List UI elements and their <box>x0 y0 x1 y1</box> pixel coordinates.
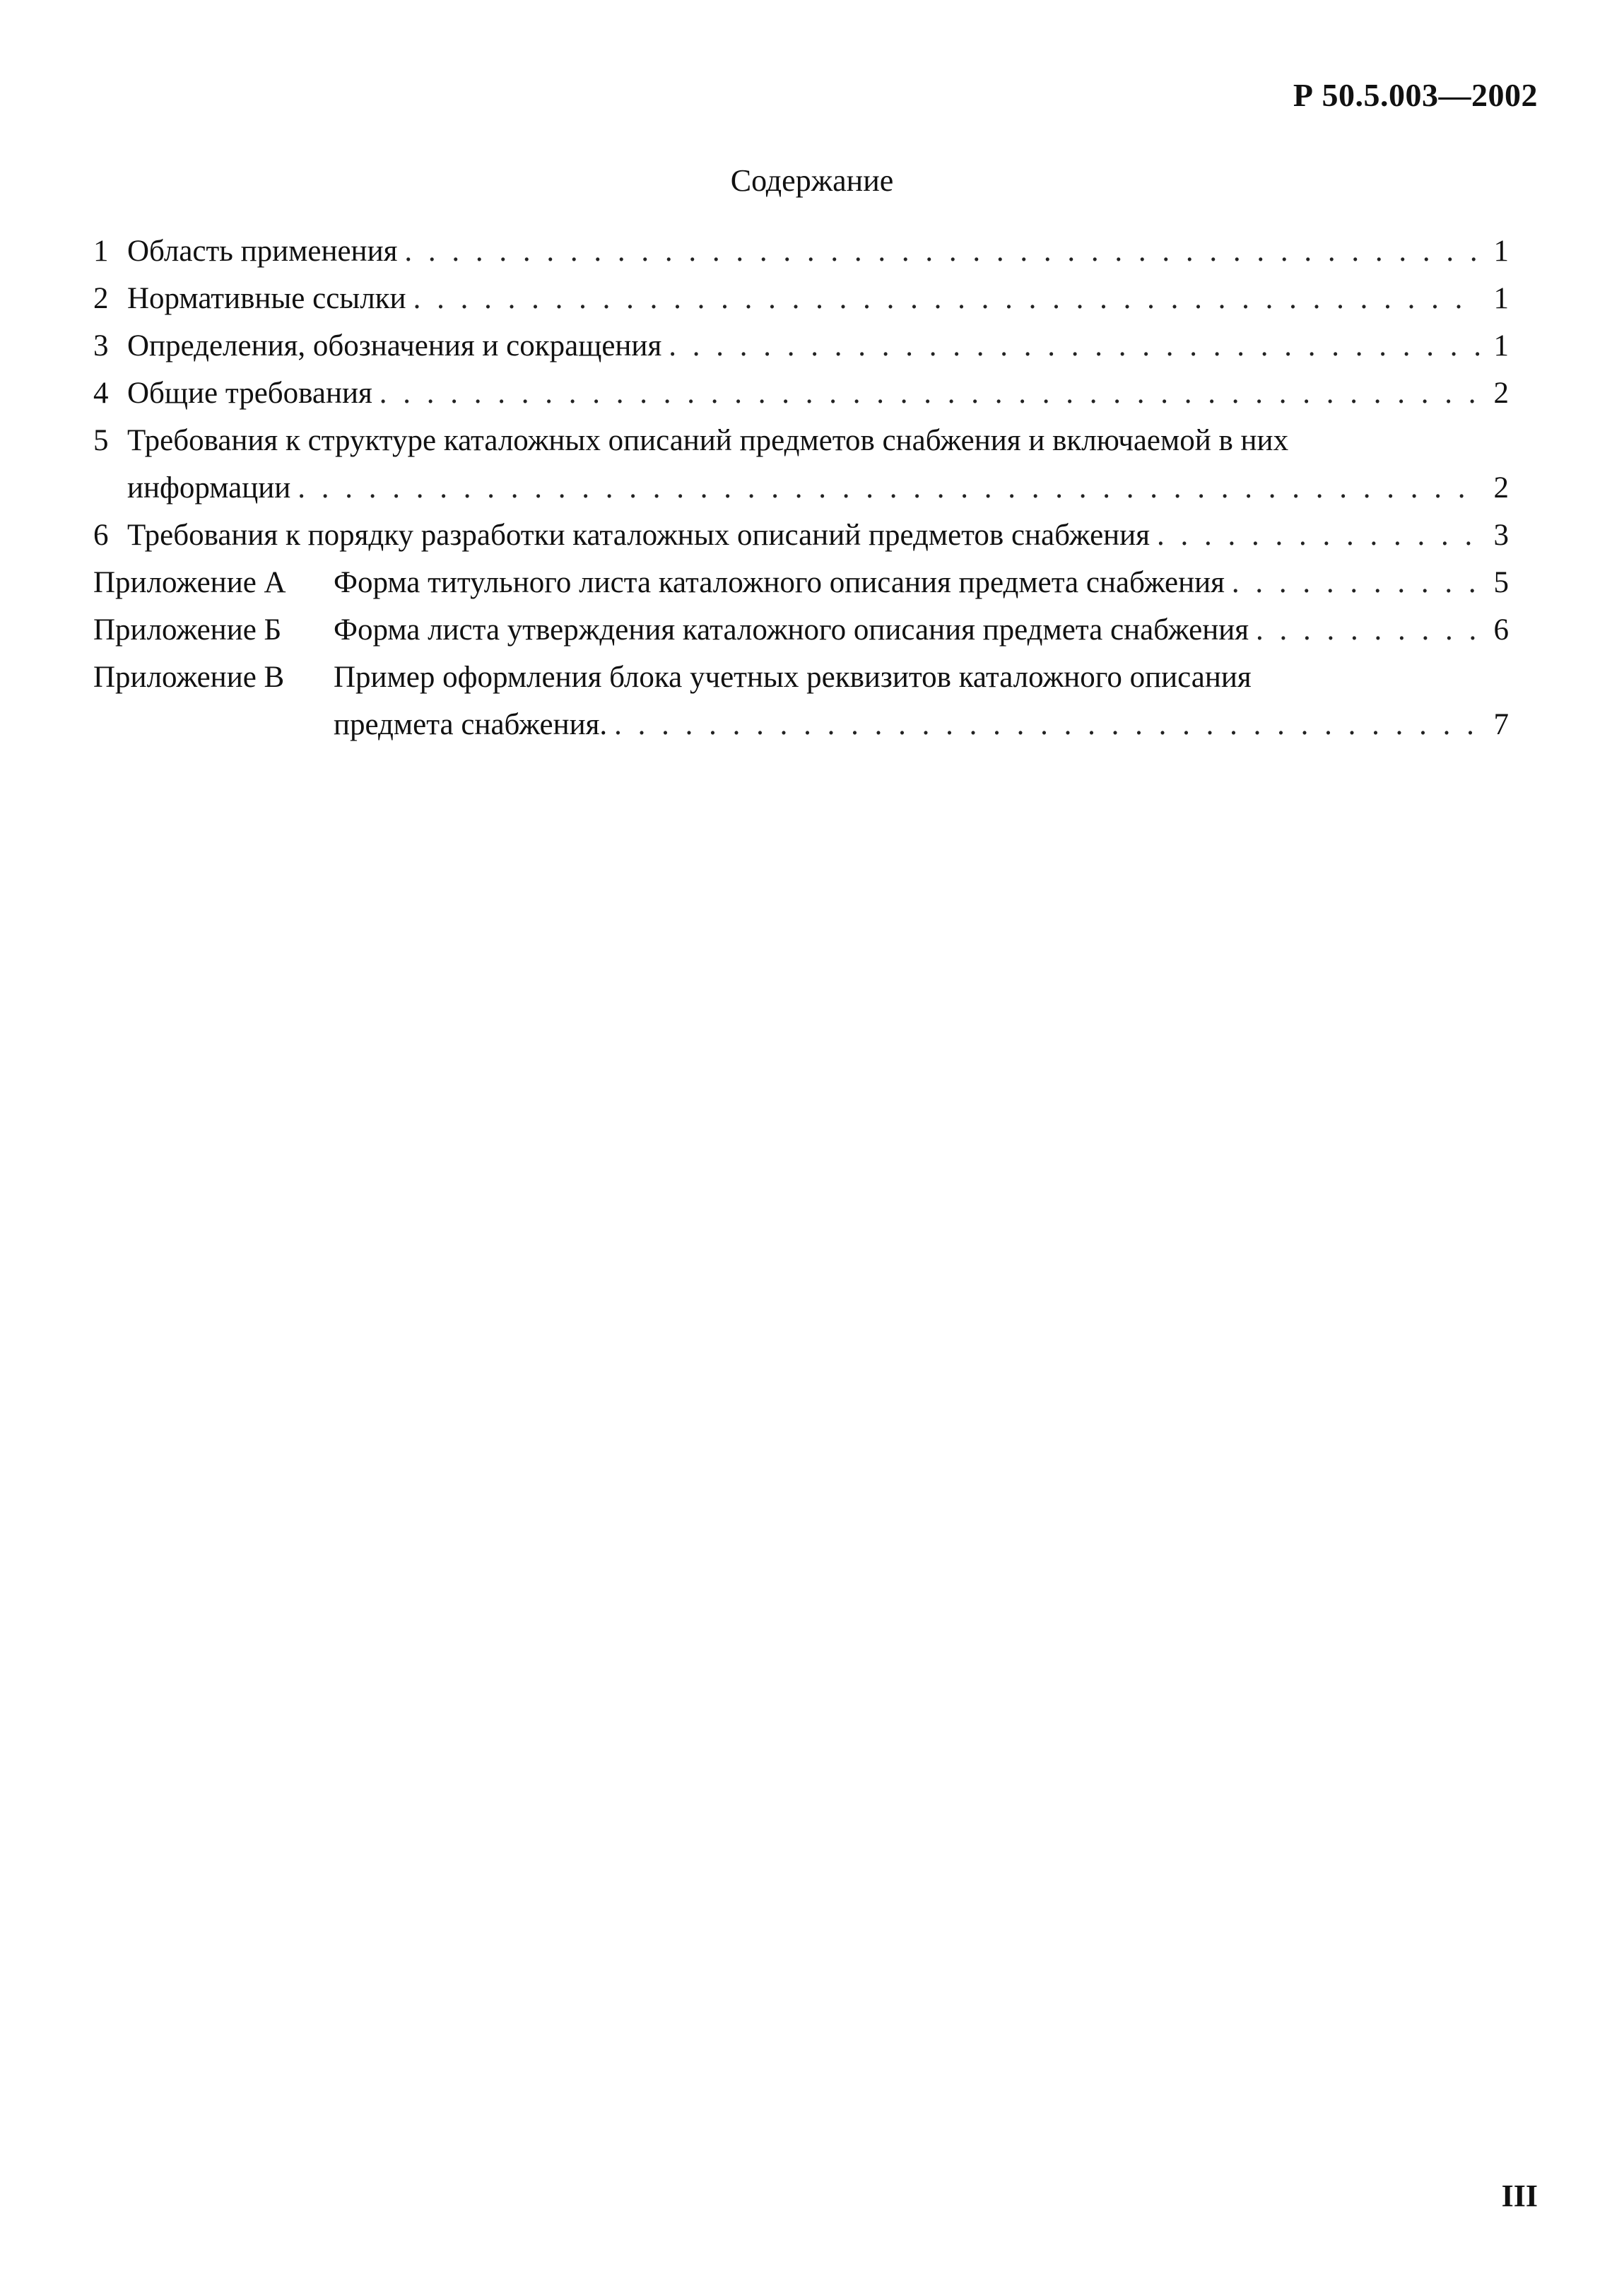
toc-entry-page: 1 <box>1493 282 1509 315</box>
toc-entry[interactable] <box>93 275 1509 322</box>
toc-leader-dots <box>298 464 1481 512</box>
toc-appendix-label: Приложение В <box>93 661 285 694</box>
toc-entry[interactable] <box>93 322 1509 370</box>
toc-appendix-label: Приложение А <box>93 566 286 599</box>
toc-leader-dots <box>379 370 1481 417</box>
toc-entry-title: Область применения <box>127 235 398 268</box>
toc-appendix-title-continued: предмета снабжения. <box>334 708 608 741</box>
table-of-contents <box>93 228 1509 748</box>
toc-leader-dots <box>669 322 1481 370</box>
toc-entry-title: Требования к порядку разработки каталожных описаний предметов снабжения <box>127 519 1150 552</box>
toc-appendix-title: Форма титульного листа каталожного описания предмета снабжения <box>334 566 1225 599</box>
toc-leader-dots <box>1256 606 1481 654</box>
toc-leader-dots <box>1232 559 1481 606</box>
toc-appendix-label: Приложение Б <box>93 613 282 647</box>
toc-leader-dots <box>1157 512 1481 559</box>
toc-appendix-title: Форма листа утверждения каталожного описания предмета снабжения <box>334 613 1249 647</box>
toc-entry-page: 3 <box>1493 519 1509 552</box>
toc-entry-number: 3 <box>93 329 109 363</box>
toc-entry-page: 2 <box>1493 377 1509 410</box>
toc-entry[interactable] <box>93 370 1509 417</box>
toc-entry-title: Нормативные ссылки <box>127 282 406 315</box>
toc-title: Содержание <box>730 163 894 198</box>
toc-appendix-entry[interactable] <box>93 606 1509 654</box>
toc-entry-number: 5 <box>93 424 109 457</box>
toc-entry-continuation[interactable] <box>93 464 1509 512</box>
toc-entry[interactable] <box>93 512 1509 559</box>
toc-appendix-entry[interactable] <box>93 559 1509 606</box>
toc-leader-dots <box>413 275 1481 322</box>
toc-entry-title: Общие требования <box>127 377 372 410</box>
toc-appendix-title: Пример оформления блока учетных реквизитов каталожного описания <box>334 661 1252 694</box>
toc-entry-number: 2 <box>93 282 109 315</box>
toc-appendix-continuation[interactable] <box>93 701 1509 748</box>
toc-leader-dots <box>614 701 1481 748</box>
toc-entry-number: 6 <box>93 519 109 552</box>
toc-entry-page: 6 <box>1493 613 1509 647</box>
toc-entry-number: 1 <box>93 235 109 268</box>
toc-entry[interactable] <box>93 417 1509 464</box>
toc-entry-page: 2 <box>1493 471 1509 505</box>
document-number: Р 50.5.003—2002 <box>1293 77 1538 113</box>
toc-entry-page: 1 <box>1493 235 1509 268</box>
toc-leader-dots <box>404 228 1481 275</box>
toc-entry[interactable] <box>93 228 1509 275</box>
toc-entry-title: Определения, обозначения и сокращения <box>127 329 662 363</box>
toc-entry-page: 1 <box>1493 329 1509 363</box>
page-number: III <box>1501 2179 1538 2213</box>
toc-entry-title: Требования к структуре каталожных описаний предметов снабжения и включаемой в них <box>127 424 1289 457</box>
toc-entry-page: 7 <box>1493 708 1509 741</box>
toc-appendix-entry[interactable] <box>93 654 1509 701</box>
toc-entry-number: 4 <box>93 377 109 410</box>
toc-entry-page: 5 <box>1493 566 1509 599</box>
toc-entry-title-continued: информации <box>127 471 291 505</box>
